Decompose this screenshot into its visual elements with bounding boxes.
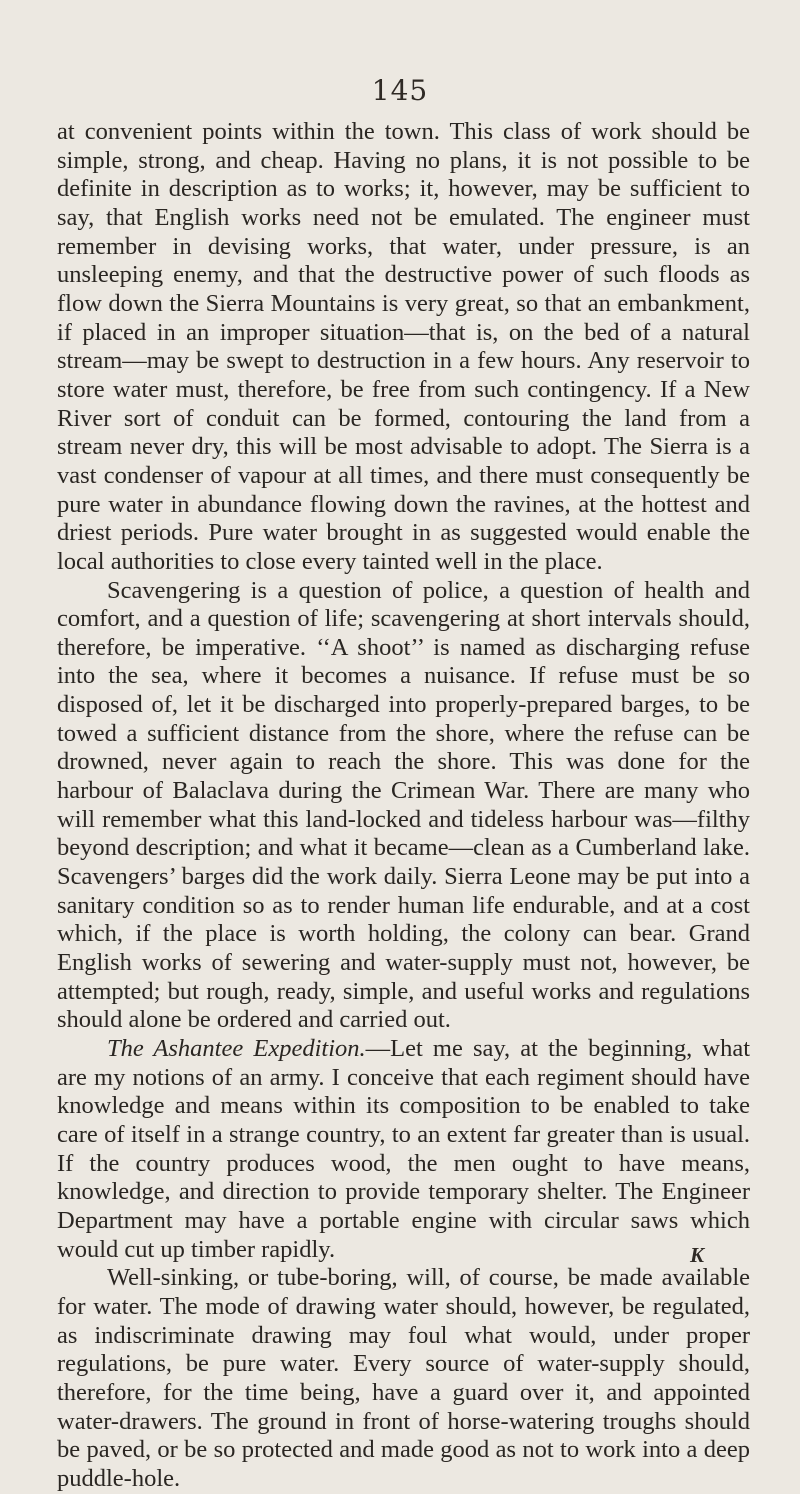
signature-mark: K: [690, 1243, 705, 1267]
paragraph-ashantee-expedition: [57, 1035, 750, 1264]
page-body: [57, 118, 750, 1494]
paragraph-ashantee-text: —Let me say, at the beginning, what are my notions of an army. I conceive that each regiment should have knowledge and means within its composition to be enabled to take care of itself in a strange country, to an extent far greater than is usual. If the country produces wood, the men ought to have means, knowledge, and direction to provide temporary shelter. The Engineer Department may have a portable engine with circular saws which would cut up timber rapidly.: [57, 1035, 750, 1263]
section-title: The Ashantee Expedition.: [107, 1035, 366, 1062]
paragraph-water-works: at convenient points within the town. This class of work should be simple, strong, and cheap. Having no plans, it is not possible to be definite in description as to works; it, however, may be sufficient to say, that English works need not be emulated. The engineer must remember in devising works, that water, under pressure, is an unsleeping enemy, and that the destructive power of such floods as flow down the Sierra Mountains is very great, so that an embankment, if placed in an improper situation—that is, on the bed of a natural stream—may be swept to destruction in a few hours. Any reservoir to store water must, therefore, be free from such contingency. If a New River sort of conduit can be formed, contouring the land from a stream never dry, this will be most advisable to adopt. The Sierra is a vast condenser of vapour at all times, and there must consequently be pure water in abundance flowing down the ravines, at the hottest and driest periods. Pure water brought in as suggested would enable the local authorities to close every tainted well in the place.: [57, 118, 750, 575]
paragraph-scavengering: Scavengering is a question of police, a question of health and comfort, and a question of life; scavengering at short intervals should, therefore, be imperative. ‘‘A shoot’’ is named as discharging refuse into the sea, where it becomes a nuisance. If refuse must be so disposed of, let it be discharged into properly-prepared barges, to be towed a sufficient distance from the shore, where the refuse can be drowned, never again to reach the shore. This was done for the harbour of Balaclava during the Crimean War. There are many who will remember what this land-locked and tideless harbour was—filthy beyond description; and what it became—clean as a Cumberland lake. Scavengers’ barges did the work daily. Sierra Leone may be put into a sanitary condition so as to render human life endurable, and at a cost which, if the place is worth holding, the colony can bear. Grand English works of sewering and water-supply must not, however, be attempted; but rough, ready, simple, and useful works and regulations should alone be ordered and carried out.: [57, 576, 750, 1034]
page-number: 145: [371, 74, 429, 107]
paragraph-well-sinking: Well-sinking, or tube-boring, will, of course, be made available for water. The mode of drawing water should, however, be regulated, as indiscriminate drawing may foul what would, under proper regulations, be pure water. Every source of water-supply should, therefore, for the time being, have a guard over it, and appointed water-drawers. The ground in front of horse-watering troughs should be paved, or be so protected and made good as not to work into a deep puddle-hole.: [57, 1264, 750, 1492]
